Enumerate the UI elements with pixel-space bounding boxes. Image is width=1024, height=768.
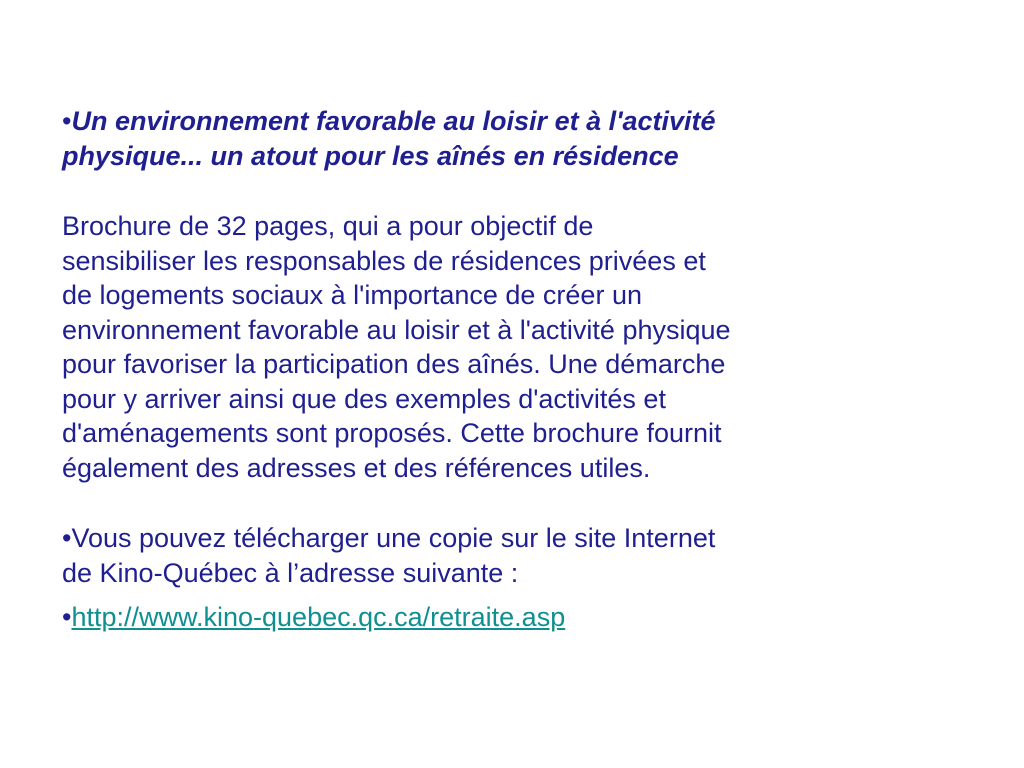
description-line: pour y arriver ainsi que des exemples d'activités et [62,383,666,414]
slide-text-box [62,104,942,635]
download-info [62,521,942,590]
description-line: de logements sociaux à l'importance de créer un [62,280,642,310]
title-line-1 [62,104,942,139]
kino-quebec-link[interactable]: http://www.kino-quebec.qc.ca/retraite.asp [71,602,566,632]
description-line: Brochure de 32 pages, qui a pour objectif de [62,211,594,241]
download-line-1 [62,521,942,556]
title-line-2: physique... un atout pour les aînés en résidence [62,140,679,171]
download-line-2: de Kino-Québec à l’adresse suivante : [62,557,519,588]
link-paragraph [62,600,942,635]
description-line: sensibiliser les responsables de résidences privées et [62,245,706,276]
bullet: • [62,523,72,553]
brochure-description [62,209,942,485]
description-line: également des adresses et des références utiles. [62,452,651,483]
brochure-title [62,104,942,173]
description-line: d'aménagements sont proposés. Cette brochure fournit [62,418,722,448]
description-line: environnement favorable au loisir et à l'activité physique [62,314,731,345]
description-line: pour favoriser la participation des aînés. Une démarche [62,349,726,379]
download-line-1-text: Vous pouvez télécharger une copie sur le site Internet [71,523,716,553]
bullet: • [62,602,72,632]
title-line-1-text: Un environnement favorable au loisir et à l'activité [71,106,716,136]
bullet: • [62,106,72,136]
